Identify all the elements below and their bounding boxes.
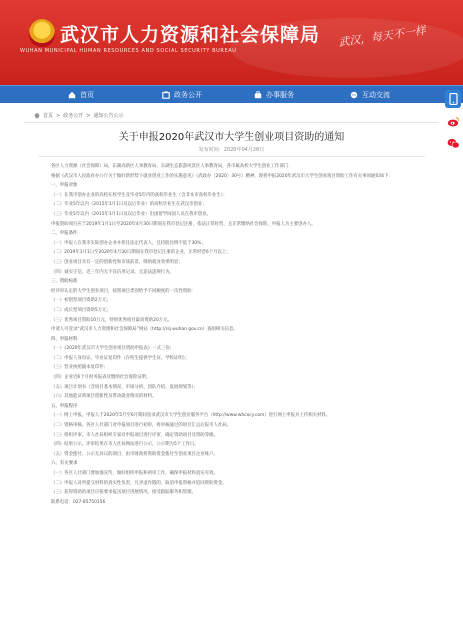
article-paragraph: （一）在我市创办企业的高校在校学生及毕业5年内的高校毕业生（含非本市高校毕业生）； <box>51 192 228 198</box>
article-paragraph: （四）企业近6个月财务报表及缴纳社会保险证明； <box>51 375 151 381</box>
article-body <box>42 162 422 507</box>
home-icon <box>68 91 76 99</box>
content-panel <box>24 108 439 633</box>
article-paragraph: 经评审认定的大学生创业项目，按照项目类别给予不同额度的一次性资助： <box>51 288 196 294</box>
nav-item-label: 政务公开 <box>174 91 202 99</box>
breadcrumb-separator: > <box>56 112 61 119</box>
chat-icon <box>350 91 358 99</box>
gov-icon <box>162 91 170 99</box>
article-paragraph: （三）获得资助的项目应按要求报送项目进展情况，接受跟踪服务和管理。 <box>51 490 196 496</box>
site-title[interactable]: 武汉市人力资源和社会保障局 <box>60 24 321 46</box>
article-paragraph: （三）营业执照副本复印件； <box>51 365 109 371</box>
wechat-button[interactable] <box>445 134 461 152</box>
nav-item-gov[interactable] <box>162 86 202 104</box>
weibo-icon <box>447 116 460 127</box>
breadcrumb <box>34 112 123 119</box>
article-paragraph: （一）各区人社部门要加强宣传，做好组织申报和初审工作，确保申报材料真实有效。 <box>51 471 218 476</box>
article-paragraph: （一）网上申报。申报人于2020年5月至6月期间登录武汉市大学生创业服务平台（http://www.whcxcy.com）进行网上申报并上传相关材料。 <box>51 413 331 419</box>
breadcrumb-notices[interactable]: 通知公告公示 <box>93 113 124 119</box>
article-paragraph: （三）组织评审。市人社局组织专家对申报项目进行评审，确定资助项目及资助等级。 <box>51 432 218 438</box>
section-heading: 一、申报对象 <box>51 183 78 189</box>
wechat-icon <box>447 138 460 149</box>
article-paragraph: （四）诚实守信，近三年内无不良信用记录，无违法违规行为。 <box>51 269 174 275</box>
home-location-icon <box>34 113 40 119</box>
national-emblem-icon <box>29 19 55 47</box>
article-paragraph: （四）结果公示。评审结果在市人社局网站进行公示，公示期为5个工作日。 <box>51 442 199 448</box>
phone-button[interactable] <box>445 90 461 108</box>
article-paragraph: 申请人可登录“武汉市人力资源和社会保障局”网站（http://rsj.wuhan.gov.cn）查阅相关信息。 <box>51 327 238 333</box>
article-paragraph: 申报资助项目应于2019年1月1日至2020年4月30日期间在我市登记注册，依法正常经营，且正常缴纳社会保险，申报人为主要创办人。 <box>51 221 316 227</box>
article-paragraph: （三）毕业5年以内（2015年1月1日及以后毕业）出国留学回国人员在我市创业。 <box>51 211 212 217</box>
nav-item-home[interactable] <box>68 86 94 104</box>
breadcrumb-home[interactable]: 首页 <box>43 113 54 119</box>
nav-item-label: 办事服务 <box>266 91 294 99</box>
article-paragraph: （六）其他能证明项目创新性及带动就业情况的材料。 <box>51 394 157 400</box>
nav-item-label: 首页 <box>80 91 94 99</box>
section-heading: 四、申报材料 <box>51 336 78 342</box>
article-paragraph: （三）创业项目具有一定的创新性和市场前景，吸纳就业效果明显； <box>51 259 183 265</box>
article-paragraph: （一）申报人在我市实际创办企业并担任法定代表人，且持股比例不低于30%； <box>51 240 206 246</box>
divider <box>24 122 439 123</box>
article-paragraph: （五）资金拨付。公示无异议的项目，由市财政将资助资金拨付至创业项目企业账户。 <box>51 451 218 457</box>
article-paragraph: （二）申报人身份证、毕业证复印件（在校生提供学生证、学校证明）； <box>51 355 190 361</box>
nav-item-service[interactable] <box>254 86 294 104</box>
article-paragraph: （五）项目计划书（含项目基本情况、市场分析、团队介绍、发展规划等）； <box>51 384 199 390</box>
section-heading: 三、资助标准 <box>51 279 78 285</box>
main-nav <box>0 85 463 103</box>
section-heading: 六、有关要求 <box>51 461 78 467</box>
article-paragraph: 各区人力资源（社会保障）局，东湖高新区人事教育局，东湖生态旅游风景区人事教育局，各市属高校大学生创业工作部门： <box>51 164 293 169</box>
article-paragraph: 联系电话：027-85750156 <box>51 499 106 505</box>
divider <box>38 156 425 157</box>
breadcrumb-separator: > <box>86 112 91 119</box>
service-icon <box>254 91 262 99</box>
article-paragraph: （一）《2020年武汉市大学生创业项目资助申报表》一式三份； <box>51 346 175 352</box>
article-paragraph: （三）优秀项目资助10万元，特别优秀项目最高资助20万元。 <box>51 317 172 323</box>
article-paragraph: （一）初创型项目资助2万元； <box>51 298 111 304</box>
site-header <box>0 0 463 85</box>
nav-item-interaction[interactable] <box>350 86 390 104</box>
page-title: 关于申报2020年武汉市大学生创业项目资助的通知 <box>118 132 345 143</box>
breadcrumb-gov[interactable]: 政务公开 <box>63 113 84 119</box>
site-title-en: WUHAN MUNICIPAL HUMAN RESOURCES AND SOCIAL SECURITY BUREAU <box>20 48 237 54</box>
section-heading: 二、申报条件 <box>51 231 78 237</box>
section-heading: 五、申报程序 <box>51 403 78 409</box>
article-paragraph: （二）成长型项目资助5万元； <box>51 307 111 313</box>
weibo-button[interactable] <box>445 112 461 130</box>
article-paragraph: 根据《武汉市人民政府办公厅关于做好新形势下就业创业工作的实施意见》（武政办〔2020〕30号）精神，现将申报2020年武汉市大学生创业项目资助工作有关事项通知如下： <box>51 173 393 179</box>
publish-date: 发布时间：2020年04月28日 <box>198 147 265 153</box>
article-paragraph: （二）资格审核。各区人社部门对申报项目进行初审，将审核通过的项目汇总后报市人社局。 <box>51 423 232 429</box>
article-paragraph: （二）毕业5年以内（2015年1月1日及以后毕业）的高校毕业生在武汉市创业； <box>51 202 207 208</box>
article-paragraph: （二）申报人对所提交材料的真实性负责，凡弄虚作假的，取消申报资格并追回资助资金。 <box>51 480 227 486</box>
city-slogan: 武汉，每天不一样 <box>337 23 427 50</box>
phone-icon <box>449 93 458 105</box>
article-paragraph: （二）2019年1月1日至2020年4月30日期间在我市登记注册的企业，正常经营6个月以上； <box>51 250 231 256</box>
side-toolbar <box>445 90 461 156</box>
nav-item-label: 互动交流 <box>362 91 390 99</box>
